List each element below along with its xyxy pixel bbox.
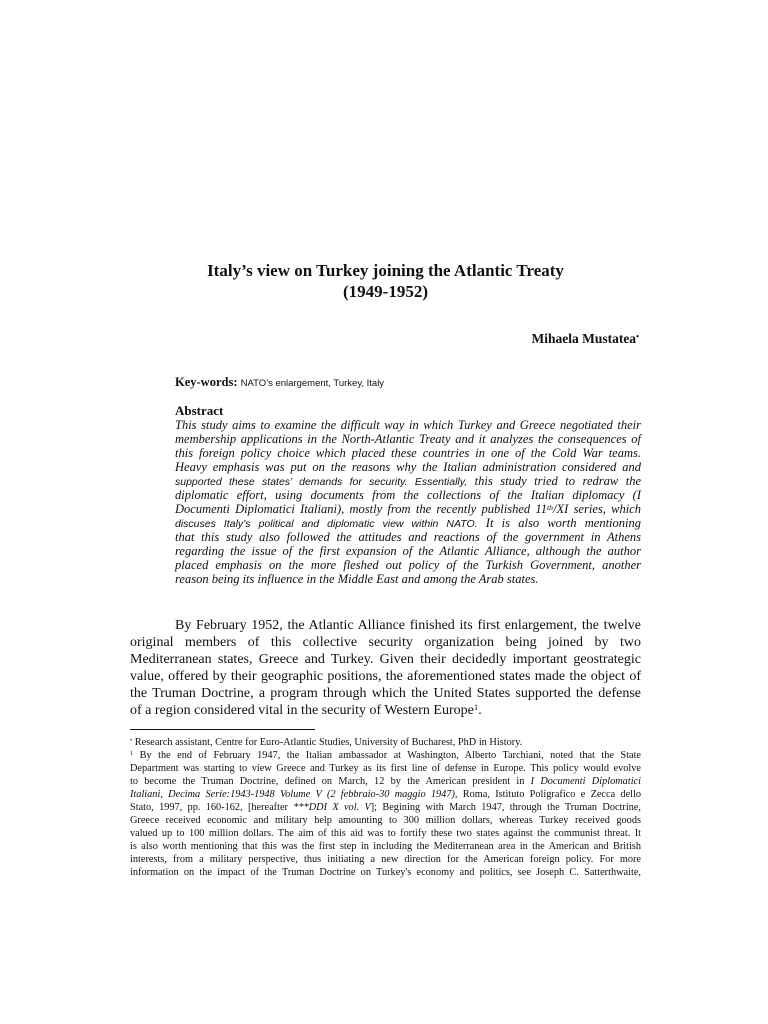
footnote-line xyxy=(130,749,641,762)
footnote-line: interests, from a military perspective, thus initiating a new direction for the American foreign policy. For more xyxy=(130,854,641,865)
author-byline xyxy=(531,331,639,347)
abstract-line: membership applications in the North-Atlantic Treaty and it analyzes the consequences of xyxy=(175,432,641,446)
abstract-line: diplomatic effort, using documents from the collections of the Italian diplomacy (I xyxy=(175,488,641,502)
body-line xyxy=(130,702,641,719)
footnote-text: By the end of February 1947, the Italian ambassador at Washington, Alberto Tarchiani, noted that the State xyxy=(133,750,641,761)
abstract-text-segment: Documenti Diplomatici Italiani), mostly from the recently published 11 xyxy=(175,502,547,516)
abstract-text xyxy=(175,418,641,586)
abstract-line: that this study also followed the attitudes and reactions of the government in Athens xyxy=(175,530,641,544)
author-name: Mihaela Mustatea xyxy=(531,331,637,346)
footnote-line: Greece received economic and military help amounting to 300 million dollars, whereas Turkey received goods xyxy=(130,815,641,826)
citation-title: I Documenti Diplomatici xyxy=(530,776,641,787)
keywords-label: Key-words: xyxy=(175,375,238,389)
footnote-text: Research assistant, Centre for Euro-Atlantic Studies, University of Bucharest, PhD in History. xyxy=(132,737,523,748)
footnotes xyxy=(130,736,641,879)
abstract-line xyxy=(175,502,641,516)
keywords-value: NATO’s enlargement, Turkey, Italy xyxy=(240,378,385,389)
footnote-marker: 1 xyxy=(130,750,134,758)
author-footnote-marker: • xyxy=(636,332,639,342)
abstract-line: regarding the issue of the first expansion of the Atlantic Alliance, although the author xyxy=(175,544,641,558)
abstract-line: This study aims to examine the difficult way in which Turkey and Greece negotiated their xyxy=(175,418,641,432)
footnote-line: valued up to 100 million dollars. The aim of this aid was to fortify these two states against the communist threat. It xyxy=(130,828,641,839)
ordinal-superscript: th xyxy=(546,502,554,512)
citation-title: Italiani, Decima Serie:1943-1948 Volume V (2 febbraio-30 maggio 1947), xyxy=(130,789,458,800)
abstract-heading: Abstract xyxy=(175,403,224,418)
body-line: Mediterranean states, Greece and Turkey. Given their decidedly important geostrategic xyxy=(130,652,641,667)
body-line: By February 1952, the Atlantic Alliance finished its first enlargement, the twelve xyxy=(175,618,641,633)
abstract-line: reason being its influence in the Middle East and among the Arab states. xyxy=(175,572,539,586)
body-text-segment: of a region considered vital in the security of Western Europe xyxy=(130,703,474,718)
title-years: (1949-1952) xyxy=(343,282,428,301)
footnote-line xyxy=(130,775,641,788)
body-paragraph xyxy=(130,617,641,719)
footnote-text: Stato, 1997, pp. 160-162, [hereafter xyxy=(130,802,294,813)
citation-abbreviation: ***DDI X vol. V xyxy=(293,802,371,813)
footnote-line: information on the impact of the Truman Doctrine on Turkey's economy and politics, see Joseph C. Satterthwaite, xyxy=(130,867,641,878)
footnote-line: Department was starting to view Greece and Turkey as its first line of defense in Europe. This policy would evolve xyxy=(130,763,641,774)
abstract-text-segment: this study tried to redraw the xyxy=(467,474,642,488)
abstract-line: this foreign policy choice which placed these countries in one of the Cold War teams. xyxy=(175,446,641,460)
footnote-marker: • xyxy=(130,737,133,745)
body-line: the Truman Doctrine, a program through which the United States supported the defense xyxy=(130,686,641,701)
footnote-line: is also worth mentioning that this was the first step in including the Mediterranean area in the American and British xyxy=(130,841,641,852)
abstract-text-segment: discuses Italy’s political and diplomatic view within NATO. xyxy=(175,518,478,530)
body-line: value, offered by their geographic positions, the aforementioned states made the object of xyxy=(130,669,641,684)
footnote-text: ]; Begining with March 1947, through the Truman Doctrine, xyxy=(370,802,641,813)
abstract-text-segment: /XI series, which xyxy=(553,502,642,516)
title-line: Italy’s view on Turkey joining the Atlantic Treaty xyxy=(207,261,564,280)
footnote-reference: 1 xyxy=(473,702,479,713)
footnote-separator xyxy=(130,729,315,730)
abstract-text-segment: It is also worth mentioning xyxy=(477,516,641,530)
body-text-segment: . xyxy=(478,703,482,718)
body-line: original members of this collective security organization being joined by two xyxy=(130,635,641,650)
paper-title xyxy=(130,260,641,302)
footnote-text: Roma, Istituto Poligrafico e Zecca dello xyxy=(457,789,642,800)
abstract-line xyxy=(175,516,641,530)
abstract-text-segment: supported these states’ demands for security. Essentially, xyxy=(175,476,468,488)
keywords xyxy=(175,375,384,391)
abstract-line: Heavy emphasis was put on the reasons why the Italian administration considered and xyxy=(175,460,641,474)
footnote-line xyxy=(130,736,641,749)
footnote-line xyxy=(130,788,641,801)
abstract-line xyxy=(175,474,641,488)
footnote-line xyxy=(130,801,641,814)
footnote-text: to become the Truman Doctrine, defined on March, 12 by the American president in xyxy=(130,776,531,787)
abstract-line: placed emphasis on the more fleshed out policy of the Turkish Government, another xyxy=(175,558,641,572)
